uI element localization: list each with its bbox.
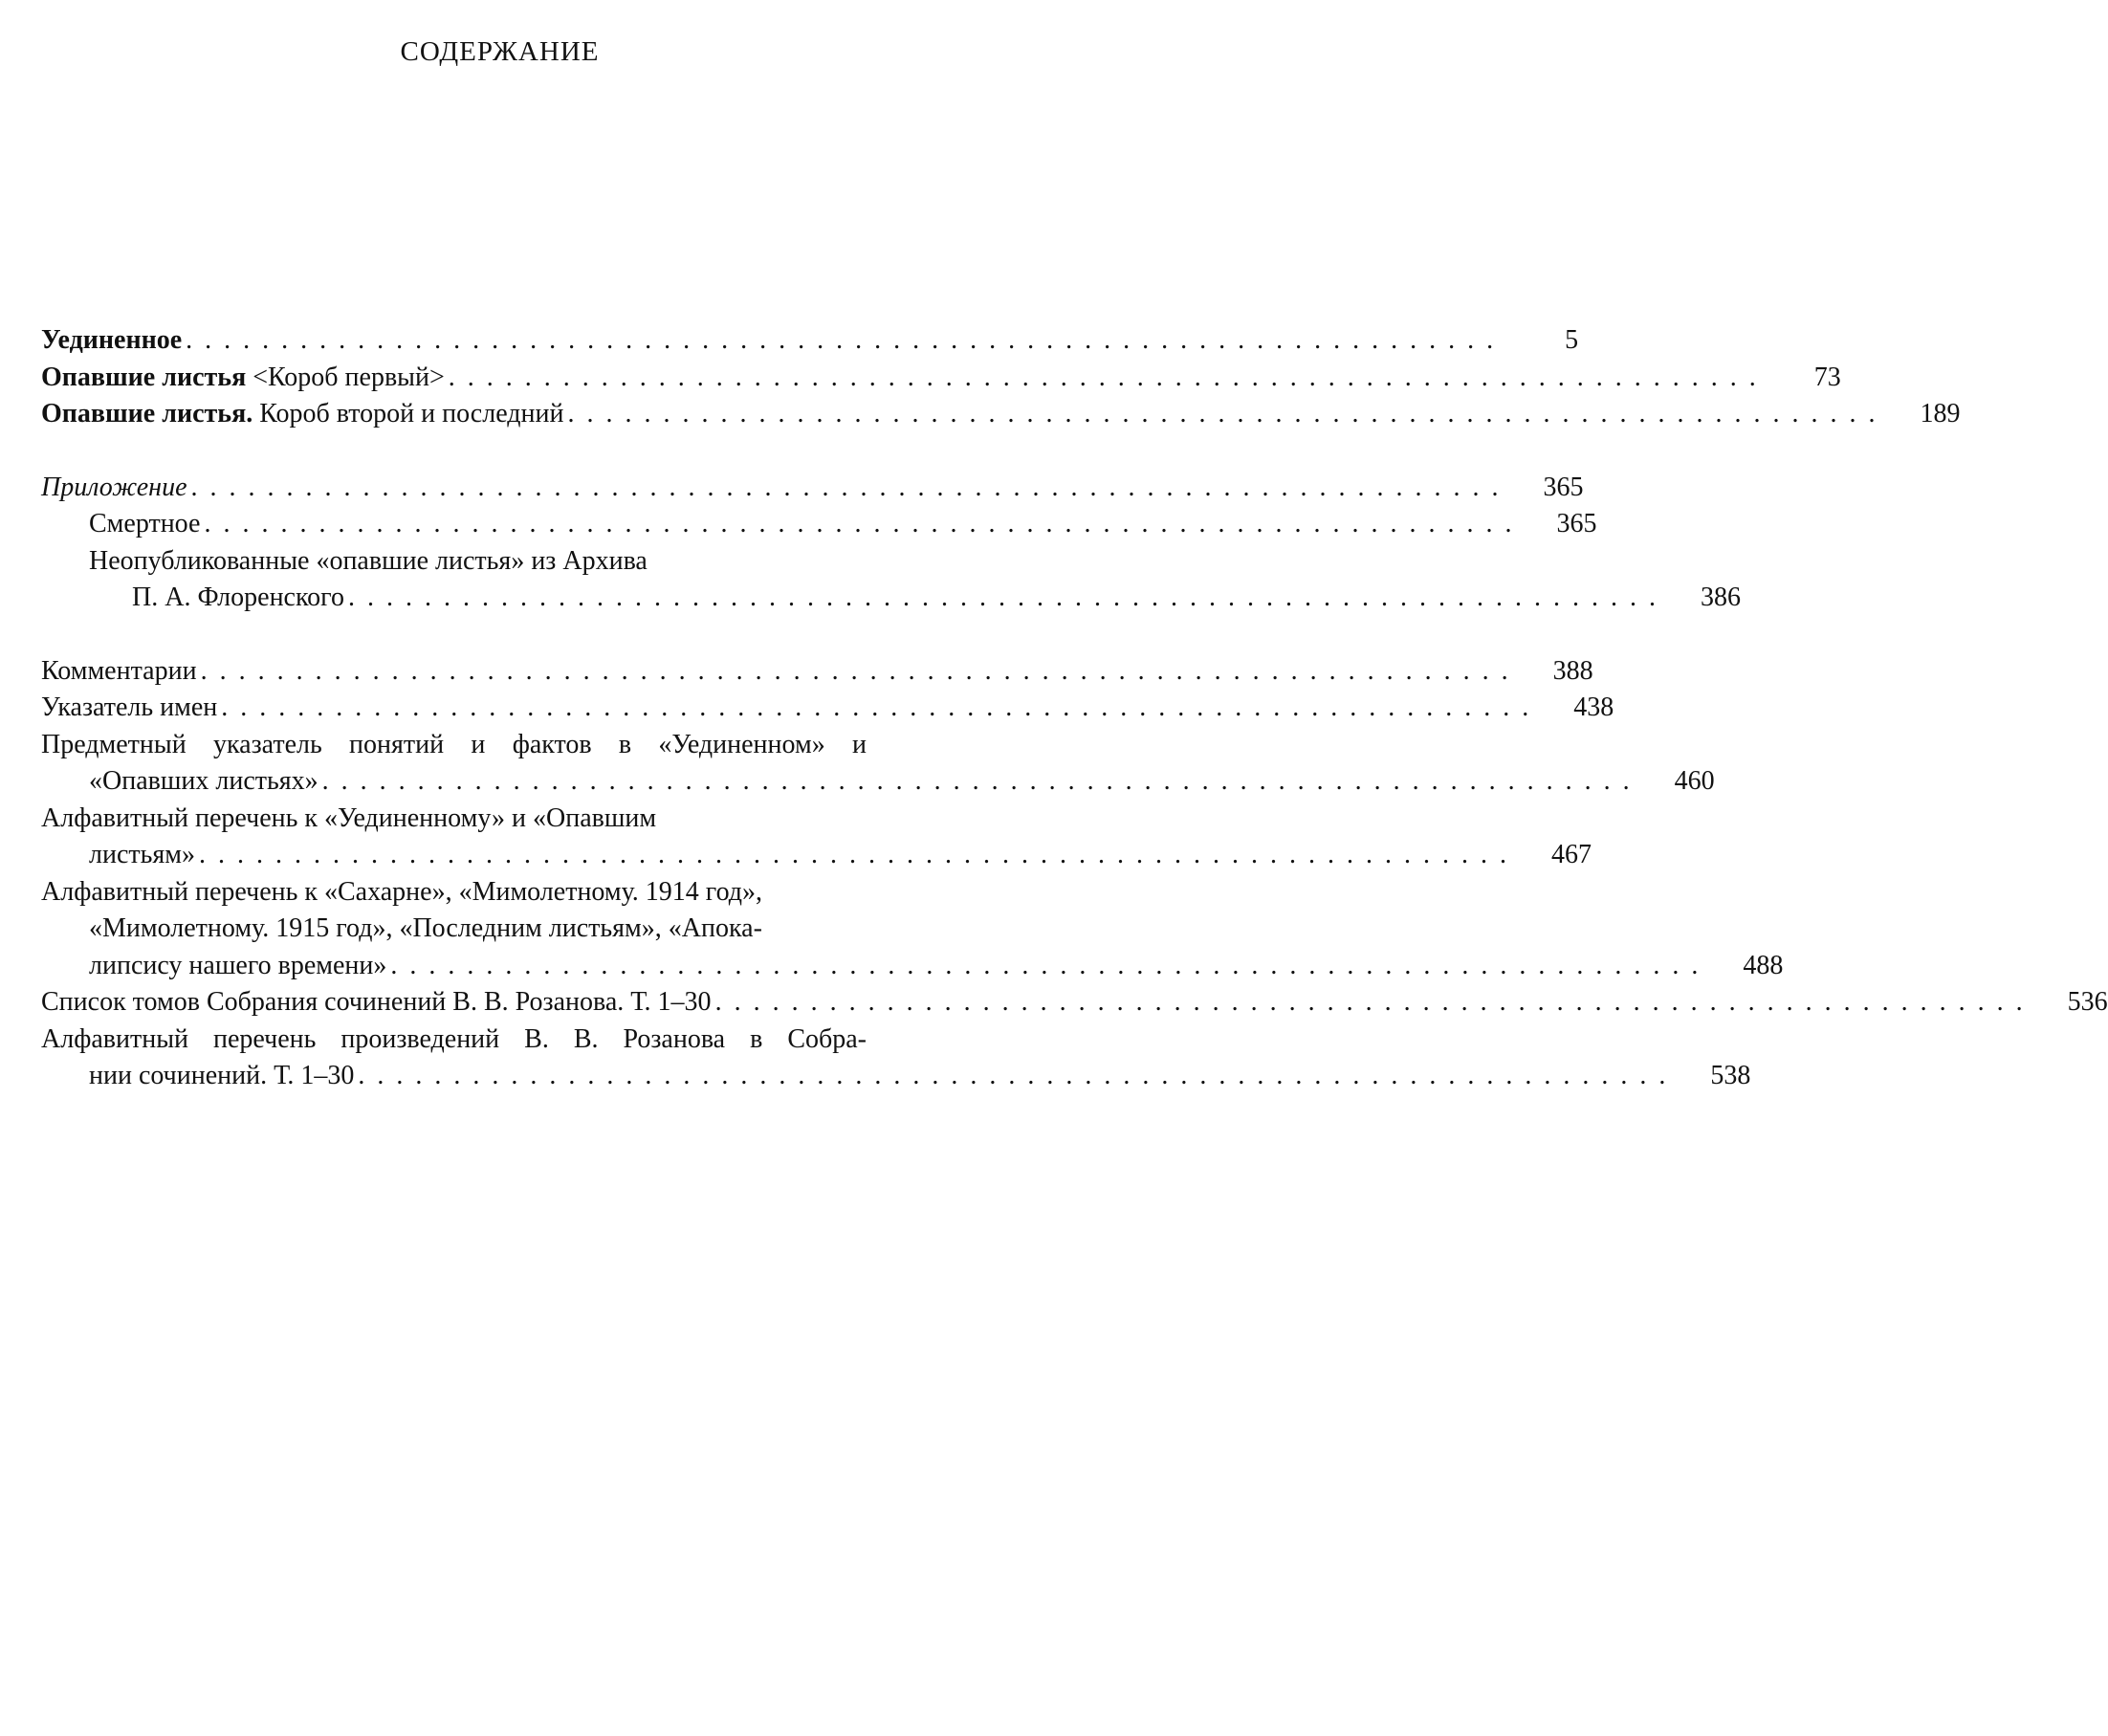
toc-entry-prilozhenie[interactable] [41,470,1584,507]
dot-leader: . . . . . . . . . . . . . . . . . . . . . . . . . . . . . . . . . . . . . . . . . . . . . . . . . . . . . . . . . . . . . . . . . . . . . [567,399,1878,429]
toc-title-line: Неопубликованные «опавшие листья» из Архива [89,545,648,576]
section-gap [41,617,950,653]
dot-leader: . . . . . . . . . . . . . . . . . . . . . . . . . . . . . . . . . . . . . . . . . . . . . . . . . . . . . . . . . . . . . . . . . . . . . [347,582,1658,612]
section-gap [41,433,950,470]
toc-page-number: 386 [1700,582,1741,612]
dot-leader: . . . . . . . . . . . . . . . . . . . . . . . . . . . . . . . . . . . . . . . . . . . . . . . . . . . . . . . . . . . . . . . . . . . . . [390,950,1702,980]
toc-title-line: Алфавитный перечень произведений В. В. Розанова в Собра- [41,1023,867,1054]
toc-entry-alfavitny-2[interactable] [41,874,1784,985]
table-of-contents [41,322,2108,1095]
dot-leader: . . . . . . . . . . . . . . . . . . . . . . . . . . . . . . . . . . . . . . . . . . . . . . . . . . . . . . . . . . . . . . . . . . . . . [199,840,1509,869]
dot-leader: . . . . . . . . . . . . . . . . . . . . . . . . . . . . . . . . . . . . . . . . . . . . . . . . . . . . . . . . . . . . . . . . . . . . . [448,362,1759,392]
toc-title: Смертное [89,509,201,538]
toc-title-bold: Опавшие листья. [41,399,253,429]
toc-entry-spisok-tomov[interactable] [41,984,2108,1022]
page-title: СОДЕРЖАНИЕ [400,36,600,67]
toc-page-number: 365 [1556,509,1597,538]
toc-page-number: 438 [1573,692,1614,722]
toc-page-number: 538 [1710,1061,1751,1090]
toc-page-number: 388 [1552,655,1593,686]
toc-page-number: 467 [1551,840,1592,869]
toc-entry-kommentarii[interactable] [41,653,1593,691]
toc-title: Приложение [41,472,187,502]
toc-title-line: липсису нашего времени» [89,950,387,980]
toc-title: Комментарии [41,655,197,686]
dot-leader: . . . . . . . . . . . . . . . . . . . . . . . . . . . . . . . . . . . . . . . . . . . . . . . . . . . . . . . . . . . . . . . . . . . . . [221,692,1532,722]
toc-title-line: Предметный указатель понятий и фактов в «Уединенном» и [41,729,867,759]
toc-title-line: нии сочинений. Т. 1–30 [89,1061,355,1090]
toc-title-line: листьям» [89,840,195,869]
dot-leader: . . . . . . . . . . . . . . . . . . . . . . . . . . . . . . . . . . . . . . . . . . . . . . . . . . . . . . . . . . . . . . . . . . . . . [714,987,2026,1017]
toc-entry-predmetny-ukazatel[interactable] [41,727,1715,801]
dot-leader: . . . . . . . . . . . . . . . . . . . . . . . . . . . . . . . . . . . . . . . . . . . . . . . . . . . . . . . . . . . . . . . . . . . . . [200,655,1511,686]
toc-entry-alfavitny-3[interactable] [41,1022,1751,1095]
dot-leader: . . . . . . . . . . . . . . . . . . . . . . . . . . . . . . . . . . . . . . . . . . . . . . . . . . . . . . . . . . . . . . . . . . . . . [204,509,1515,538]
toc-title-line: Алфавитный перечень к «Уединенному» и «Опавшим [41,802,657,833]
toc-entry-opavshie-2[interactable] [41,396,1961,433]
toc-page-number: 5 [1565,325,1579,355]
toc-page-number: 365 [1543,472,1584,502]
toc-title-line: Алфавитный перечень к «Сахарне», «Мимолетному. 1914 год», [41,876,763,907]
toc-entry-neopublikovannye[interactable] [41,543,1741,617]
dot-leader: . . . . . . . . . . . . . . . . . . . . . . . . . . . . . . . . . . . . . . . . . . . . . . . . . . . . . . . . . . . . . . . . . . . . . [190,472,1502,502]
toc-page-number: 488 [1743,950,1784,980]
dot-leader: . . . . . . . . . . . . . . . . . . . . . . . . . . . . . . . . . . . . . . . . . . . . . . . . . . . . . . . . . . . . . . . . . . . . . [186,325,1497,355]
toc-entry-smertnoe[interactable] [41,506,1597,543]
toc-page-number: 460 [1674,766,1715,796]
dot-leader: . . . . . . . . . . . . . . . . . . . . . . . . . . . . . . . . . . . . . . . . . . . . . . . . . . . . . . . . . . . . . . . . . . . . . [358,1061,1669,1090]
toc-title-rest: Короб второй и последний [253,399,564,429]
dot-leader: . . . . . . . . . . . . . . . . . . . . . . . . . . . . . . . . . . . . . . . . . . . . . . . . . . . . . . . . . . . . . . . . . . . . . [321,766,1633,796]
toc-entry-uedinennoe[interactable] [41,322,1579,360]
toc-title-line: «Опавших листьях» [89,766,318,796]
toc-title-line: П. А. Флоренского [132,582,344,612]
toc-page-number: 73 [1813,362,1841,392]
toc-entry-opavshie-1[interactable] [41,360,1841,397]
toc-entry-alfavitny-1[interactable] [41,801,1592,874]
toc-title: Список томов Собрания сочинений В. В. Розанова. Т. 1–30 [41,987,712,1017]
toc-entry-ukazatel-imen[interactable] [41,690,1614,727]
toc-title-rest: <Короб первый> [246,362,445,392]
toc-title: Указатель имен [41,692,218,722]
toc-title: Уединенное [41,325,183,355]
toc-page-number: 189 [1920,399,1961,429]
toc-page-number: 536 [2067,987,2108,1017]
toc-title-line: «Мимолетному. 1915 год», «Последним листьям», «Апока- [89,913,762,943]
toc-title-bold: Опавшие листья [41,362,247,392]
